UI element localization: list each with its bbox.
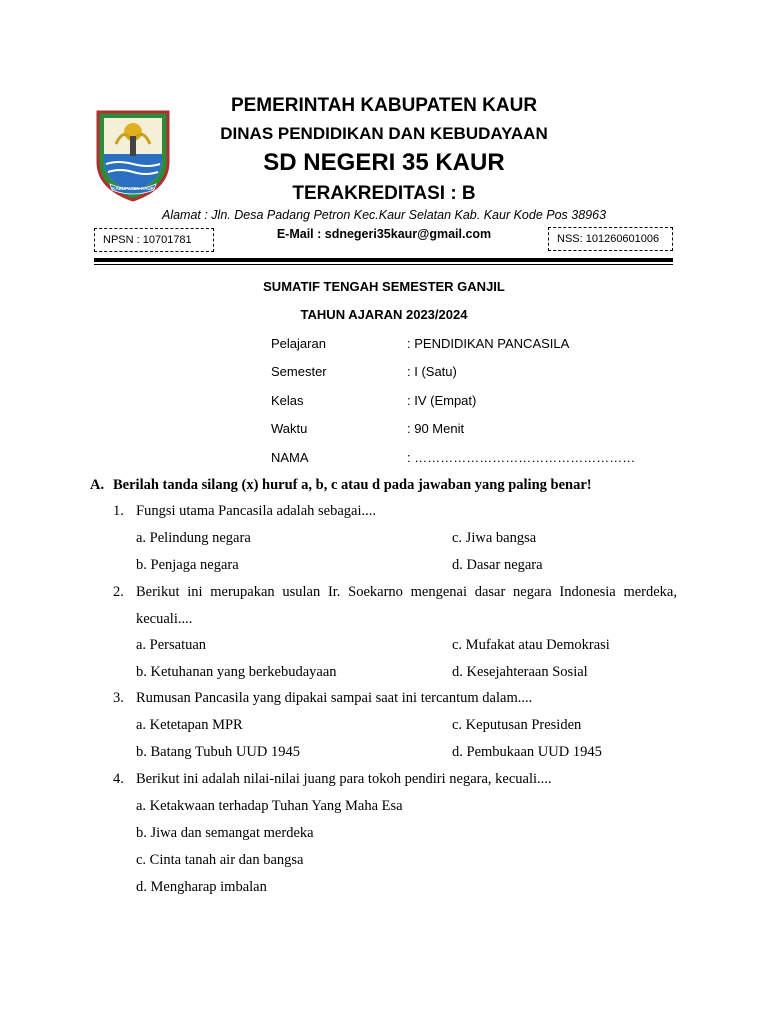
question-2-text-line1: Berikut ini merupakan usulan Ir. Soekarno mengenai dasar negara Indonesia merdeka, <box>136 584 677 600</box>
question-1-number: 1. <box>113 503 124 519</box>
npsn-text: NPSN : 10701781 <box>103 234 192 246</box>
exam-title: SUMATIF TENGAH SEMESTER GANJIL <box>263 279 505 294</box>
question-2-option-c[interactable]: c. Mufakat atau Demokrasi <box>452 637 610 653</box>
question-1-option-a[interactable]: a. Pelindung negara <box>136 530 251 546</box>
accreditation: TERAKREDITASI : B <box>292 183 476 204</box>
question-1-option-c[interactable]: c. Jiwa bangsa <box>452 530 537 546</box>
question-3-option-c[interactable]: c. Keputusan Presiden <box>452 717 582 733</box>
question-2-option-b[interactable]: b. Ketuhanan yang berkebudayaan <box>136 664 337 680</box>
info-value-class: : IV (Empat) <box>407 393 477 408</box>
question-4-option-c[interactable]: c. Cinta tanah air dan bangsa <box>136 852 304 868</box>
school-name: SD NEGERI 35 KAUR <box>263 149 505 176</box>
school-address: Alamat : Jln. Desa Padang Petron Kec.Kaur Selatan Kab. Kaur Kode Pos 38963 <box>161 208 607 222</box>
question-3-option-d[interactable]: d. Pembukaan UUD 1945 <box>452 744 602 760</box>
header-divider-thin <box>94 264 673 265</box>
question-2-option-a[interactable]: a. Persatuan <box>136 637 207 653</box>
svg-text:KABUPATEN KAUR: KABUPATEN KAUR <box>112 186 154 191</box>
question-3-number: 3. <box>113 690 124 706</box>
section-a-marker: A. <box>90 477 105 493</box>
npsn-box <box>94 228 214 252</box>
info-value-name: : …………………………………………… <box>407 450 636 465</box>
government-name: PEMERINTAH KABUPATEN KAUR <box>230 95 538 116</box>
info-value-time: : 90 Menit <box>407 421 465 436</box>
question-2-option-d[interactable]: d. Kesejahteraan Sosial <box>452 664 588 680</box>
info-value-semester: : I (Satu) <box>407 364 457 379</box>
section-a-instruction: Berilah tanda silang (x) huruf a, b, c atau d pada jawaban yang paling benar! <box>113 477 592 493</box>
question-3-text: Rumusan Pancasila yang dipakai sampai saat ini tercantum dalam.... <box>136 690 533 706</box>
department-name: DINAS PENDIDIKAN DAN KEBUDAYAAN <box>220 124 548 143</box>
question-4-text: Berikut ini adalah nilai-nilai juang para tokoh pendiri negara, kecuali.... <box>136 771 552 787</box>
question-2-text-line2: kecuali.... <box>136 611 193 627</box>
question-4-option-b[interactable]: b. Jiwa dan semangat merdeka <box>136 825 314 841</box>
question-4-option-d[interactable]: d. Mengharap imbalan <box>136 879 267 895</box>
question-3-option-b[interactable]: b. Batang Tubuh UUD 1945 <box>136 744 300 760</box>
info-value-subject: : PENDIDIKAN PANCASILA <box>407 336 570 351</box>
header-divider-thick <box>94 258 673 262</box>
question-4-number: 4. <box>113 771 124 787</box>
school-email: E-Mail : sdnegeri35kaur@gmail.com <box>276 227 492 241</box>
info-label-name: NAMA <box>271 450 309 465</box>
info-label-semester: Semester <box>271 364 327 379</box>
question-3-option-a[interactable]: a. Ketetapan MPR <box>136 717 243 733</box>
info-label-class: Kelas <box>271 393 304 408</box>
question-1-option-b[interactable]: b. Penjaga negara <box>136 557 239 573</box>
info-label-time: Waktu <box>271 421 308 436</box>
nss-text: NSS: 101260601006 <box>557 233 660 245</box>
nss-box <box>548 227 673 251</box>
question-1-text: Fungsi utama Pancasila adalah sebagai.... <box>136 503 376 519</box>
question-4-option-a[interactable]: a. Ketakwaan terhadap Tuhan Yang Maha Esa <box>136 798 403 814</box>
exam-year: TAHUN AJARAN 2023/2024 <box>300 307 468 322</box>
info-label-subject: Pelajaran <box>271 336 326 351</box>
question-1-option-d[interactable]: d. Dasar negara <box>452 557 543 573</box>
question-2-number: 2. <box>113 584 124 600</box>
